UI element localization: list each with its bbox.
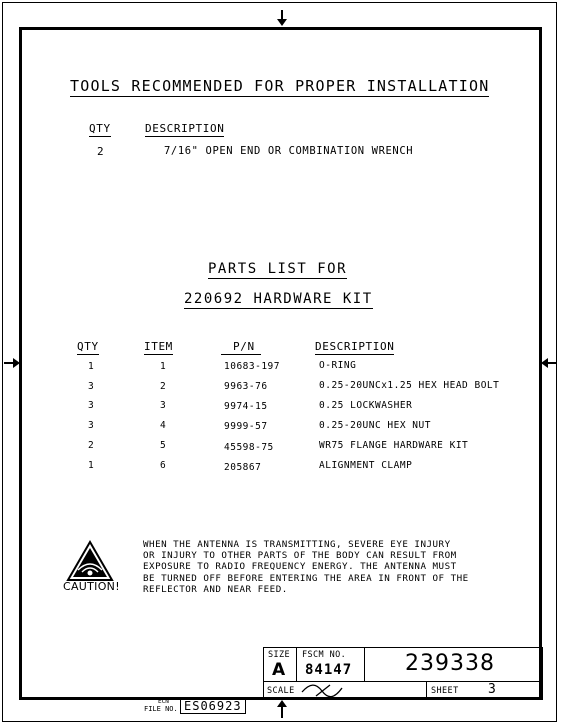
fscm-label: FSCM NO. (302, 650, 347, 660)
scale-label: SCALE (267, 686, 295, 696)
ecn-label: ECN (158, 698, 169, 705)
parts-list-title: PARTS LIST FOR (208, 261, 348, 277)
tools-title: TOOLS RECOMMENDED FOR PROPER INSTALLATION (70, 77, 490, 95)
title-block-fscm-divider (364, 647, 365, 682)
table-row-item: 4 (160, 420, 167, 431)
parts-list-kit-title: 220692 HARDWARE KIT (184, 291, 373, 307)
file-no-label: FILE NO. (144, 705, 178, 713)
right-center-arrow-icon (541, 356, 557, 370)
bottom-center-arrow-icon (275, 700, 289, 718)
table-row-description: 0.25 LOCKWASHER (319, 400, 413, 411)
table-row-item: 1 (160, 361, 167, 372)
table-row-pn: 9999-57 (224, 421, 268, 432)
table-row-qty: 3 (88, 381, 95, 392)
table-row-qty: 2 (88, 440, 95, 451)
caution-label: CAUTION! (63, 580, 120, 593)
table-row-pn: 9974-15 (224, 401, 268, 412)
table-row-item: 5 (160, 440, 167, 451)
tools-row-qty: 2 (97, 145, 105, 158)
fscm-value: 84147 (305, 662, 353, 678)
left-center-arrow-icon (4, 356, 20, 370)
table-row-pn: 10683-197 (224, 361, 280, 372)
drawing-number: 239338 (405, 651, 495, 676)
table-row-pn: 205867 (224, 462, 262, 473)
tools-row-description: 7/16" OPEN END OR COMBINATION WRENCH (164, 145, 414, 157)
table-row-item: 3 (160, 400, 167, 411)
sheet-value: 3 (488, 682, 496, 697)
tools-qty-header: QTY (89, 122, 111, 135)
table-row-description: 0.25-20UNC HEX NUT (319, 420, 431, 431)
caution-line: WHEN THE ANTENNA IS TRANSMITTING, SEVERE EYE INJURY (143, 539, 451, 550)
parts-description-header: DESCRIPTION (315, 340, 395, 353)
caution-line: BE TURNED OFF BEFORE ENTERING THE AREA IN FRONT OF THE (143, 572, 469, 584)
title-block-sheet-divider (426, 681, 427, 700)
table-row-pn: 9963-76 (224, 381, 268, 392)
table-row-description: O-RING (319, 360, 357, 371)
size-value: A (272, 660, 286, 680)
table-row-qty: 3 (88, 420, 95, 431)
scale-none-icon (300, 683, 346, 698)
table-row-description: WR75 FLANGE HARDWARE KIT (319, 440, 469, 451)
top-center-arrow-icon (275, 10, 289, 27)
caution-line: EXPOSURE TO RADIO FREQUENCY ENERGY. THE ANTENNA MUST (143, 561, 457, 573)
file-no-value: ES06923 (180, 699, 246, 714)
parts-pn-header: P/N (221, 340, 261, 355)
tools-description-header: DESCRIPTION (145, 122, 225, 135)
table-row-description: 0.25-20UNCx1.25 HEX HEAD BOLT (319, 380, 500, 391)
title-block-size-divider (296, 647, 297, 682)
caution-text (143, 539, 469, 595)
table-row-item: 2 (160, 381, 167, 392)
parts-qty-header: QTY (77, 340, 99, 353)
caution-line: REFLECTOR AND NEAR FEED. (143, 583, 288, 595)
size-label: SIZE (268, 650, 291, 660)
warning-triangle-icon (66, 540, 114, 582)
table-row-item: 6 (160, 460, 167, 471)
table-row-qty: 1 (88, 460, 95, 471)
title-block-divider (263, 681, 543, 682)
table-row-qty: 3 (88, 400, 95, 411)
table-row-description: ALIGNMENT CLAMP (319, 460, 413, 471)
table-row-pn: 45598-75 (224, 442, 274, 453)
caution-line: OR INJURY TO OTHER PARTS OF THE BODY CAN RESULT FROM (143, 550, 457, 562)
parts-item-header: ITEM (144, 340, 173, 353)
sheet-label: SHEET (431, 686, 459, 696)
table-row-qty: 1 (88, 361, 95, 372)
